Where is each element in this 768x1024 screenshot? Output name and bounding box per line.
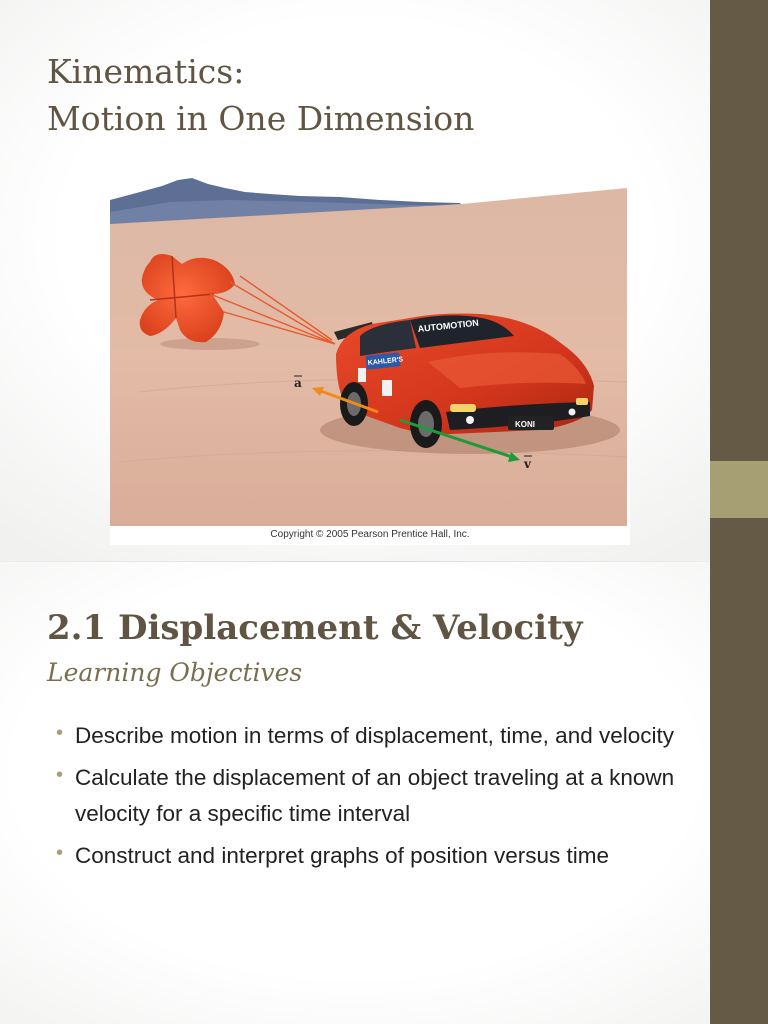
section-subtitle: Learning Objectives	[47, 658, 303, 687]
chute-shadow	[160, 338, 260, 350]
slide-title-line-2: Motion in One Dimension	[47, 99, 475, 138]
photo-copyright: Copyright © 2005 Pearson Prentice Hall, Inc.	[270, 529, 470, 540]
sidebar-accent-block	[710, 461, 768, 518]
velocity-label: v	[524, 457, 531, 471]
door-decal-text: KAHLER'S	[367, 356, 404, 367]
section-title: 2.1 Displacement & Velocity	[47, 608, 583, 648]
license-plate-text: KONI	[515, 420, 535, 429]
bullet-icon: •	[56, 722, 64, 744]
list-item	[56, 838, 686, 874]
slide-2	[0, 562, 710, 1024]
bullet-icon: •	[56, 842, 64, 864]
list-item-text: Calculate the displacement of an object traveling at a known velocity for a specific time interval	[75, 765, 675, 826]
slide-title	[47, 48, 474, 142]
photo-illustration	[110, 172, 630, 527]
acceleration-label: a	[294, 376, 302, 390]
learning-objectives-list	[56, 718, 686, 880]
slide-title-line-1: Kinematics:	[47, 52, 245, 91]
windshield-banner-text: AUTOMOTION	[417, 317, 480, 334]
list-item	[56, 718, 686, 754]
list-item	[56, 760, 686, 832]
dragster-photo	[110, 172, 630, 545]
bullet-icon: •	[56, 764, 64, 786]
list-item-text: Describe motion in terms of displacement, time, and velocity	[75, 723, 674, 748]
list-item-text: Construct and interpret graphs of position versus time	[75, 843, 610, 868]
